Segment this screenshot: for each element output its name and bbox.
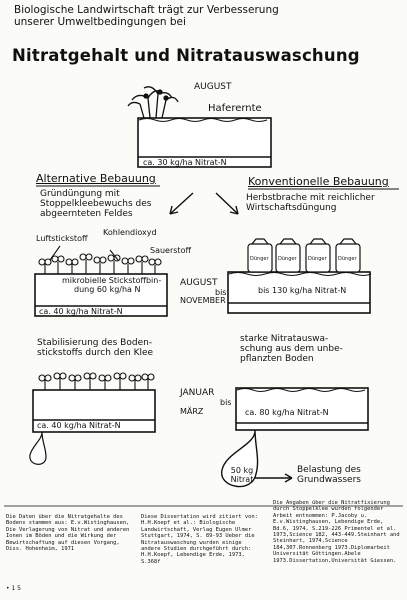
right-value-2: ca. 80 kg/ha Nitrat-N <box>245 408 329 417</box>
bag-label-2: Dünger <box>278 256 297 262</box>
intro-line-2: unserer Umweltbedingungen bei <box>14 16 186 28</box>
left-value-1: ca. 40 kg/ha Nitrat-N <box>39 307 123 316</box>
load-line-1: Belastung des <box>297 465 361 475</box>
oat-plant-illustration <box>128 87 178 118</box>
right-desc-line-1: Herbstbrache mit reichlicher <box>246 193 375 203</box>
left-desc-line-3: abgeernteten Feldes <box>40 209 133 219</box>
period-2-from: JANUAR <box>180 388 215 398</box>
label-sauerstoff: Sauerstoff <box>150 246 191 255</box>
footnote-col-1: Die Daten über die Nitratgehalte des Bodens stammen aus: E.v.Wistinghausen, Die Verlagerung von Nitrat und anderen Ionen im Böden und die Wirkung der Bewirtschaftung auf diesen Vorgang, Diss. Hohenheim, 1971 <box>6 514 130 553</box>
clover-plants-1 <box>39 246 161 274</box>
period-2-to: MÄRZ <box>180 407 204 416</box>
period-1-to: NOVEMBER <box>180 296 226 305</box>
clover-plants-2 <box>39 373 154 390</box>
groundwater-load <box>297 465 361 485</box>
left-desc-line-1: Gründüngung mit <box>40 189 120 199</box>
footnote-col-2: Diese Dissertation wird zitiert von: H.H.Koepf et al.: Biologische Landwirtschaft, Verlag Eugen Ulmer Stuttgart, 1974, S. 89-93 Ueber die Nitratauswaschung wurden einige andere Studien durchgeführt durch: H.H.Koepf, Lebendige Erde, 1973, S.368f <box>141 514 258 565</box>
drop-value <box>228 466 256 484</box>
load-line-2: Grundwassers <box>297 475 361 485</box>
right-desc-line-2: Wirtschaftsdüngung <box>246 203 337 213</box>
page-number: • 1 5 <box>6 585 21 592</box>
label-kohlendioxyd: Kohlendioxyd <box>103 228 157 237</box>
period-1-from: AUGUST <box>180 278 218 288</box>
drop-line-1: 50 kg <box>230 466 254 475</box>
bag-label-4: Dünger <box>338 256 357 262</box>
drop-line-2: Nitrat <box>230 475 254 484</box>
small-drop-left <box>30 432 46 464</box>
split-arrows <box>170 193 238 214</box>
stabilisation-text <box>37 338 153 358</box>
intro-line-1: Biologische Landwirtschaft trägt zur Verbesserung <box>14 4 279 16</box>
stab-line-1: Stabilisierung des Boden- <box>37 338 153 348</box>
wash-line-2: schung aus dem unbe- <box>240 344 343 354</box>
footnote-col-3: Die Angaben über die Nitratfixierung durch Stoppelklee wurden folgender Arbeit entnommen: P.Jacoby u. E.v.Wistinghausen, Lebendige Erde, Bd.6, 1974, S.219-226 Primentel et al. 1973,Science 182, 443-449.Steinhart and Steinhart, 1974,Science 184,307.Ronnenberg 1973.Diplomarbeit Universität Göttingen.Abele 1973.Dissertation,Universität Giessen. <box>273 500 400 564</box>
bag-label-3: Dünger <box>308 256 327 262</box>
micro-line-2: dung 60 kg/ha N <box>74 285 141 294</box>
micro-binding <box>62 276 161 294</box>
page-title: Nitratgehalt und Nitratauswaschung <box>12 46 360 65</box>
top-month: AUGUST <box>194 82 232 92</box>
left-value-2: ca. 40 kg/ha Nitrat-N <box>37 421 121 430</box>
stab-line-2: stickstoffs durch den Klee <box>37 348 154 358</box>
period-1-bis: bis <box>215 288 227 297</box>
bag-label-1: Dünger <box>250 256 269 262</box>
groundwater-arrow <box>255 474 292 482</box>
micro-line-1: mikrobielle Stickstoffbin- <box>62 276 162 285</box>
washout-text <box>240 334 343 364</box>
wash-line-1: starke Nitratauswa- <box>240 334 329 344</box>
left-heading: Alternative Bebauung <box>36 172 156 185</box>
top-value: ca. 30 kg/ha Nitrat-N <box>143 158 227 167</box>
right-value-1: bis 130 kg/ha Nitrat-N <box>258 286 347 295</box>
wash-line-3: pflanzten Boden <box>240 354 314 364</box>
label-luftstickstoff: Luftstickstoff <box>36 234 88 243</box>
left-desc <box>40 189 151 219</box>
period-2-bis: bis <box>220 398 232 407</box>
top-crop: Haferernte <box>208 103 262 114</box>
left-desc-line-2: Stoppelkleebewuchs des <box>40 199 152 209</box>
right-heading: Konventionelle Bebauung <box>248 175 389 188</box>
right-desc <box>246 193 375 213</box>
